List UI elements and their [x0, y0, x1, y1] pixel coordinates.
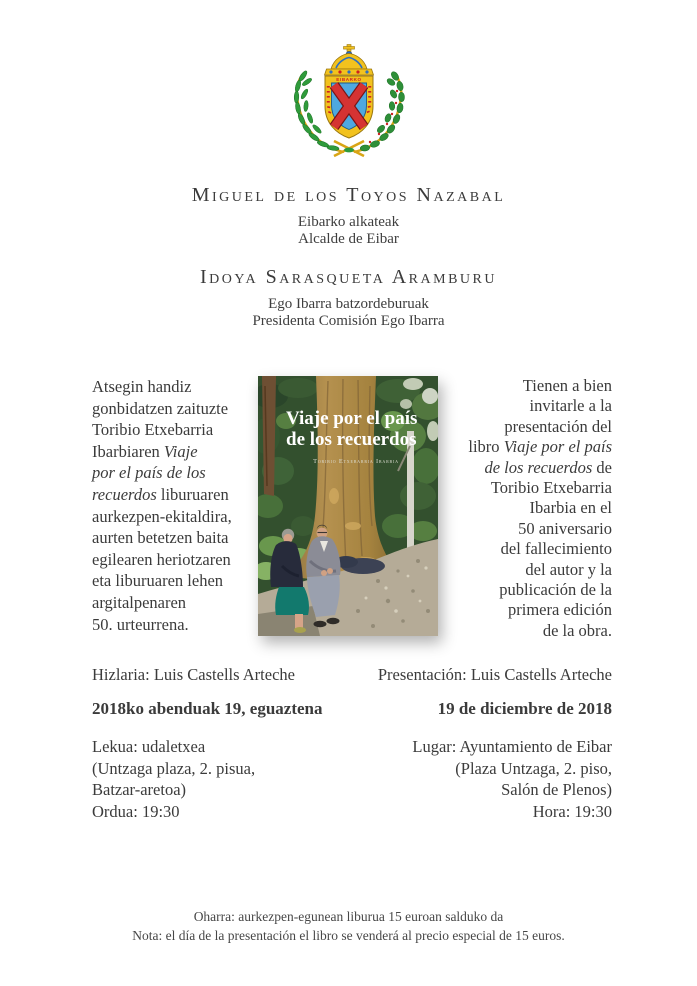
venue-basque: [92, 736, 255, 822]
invitation-line: Toribio Etxebarria: [490, 478, 612, 498]
speaker-spanish: Presentación: Luis Castells Arteche: [377, 665, 612, 685]
left-tree-trunk: [262, 376, 276, 496]
invitation-line: del autor y la: [525, 559, 612, 579]
official-role-basque: Eibarko alkateak: [297, 214, 400, 230]
footer-note-basque: Oharra: aurkezpen-egunean liburua 15 euroan salduko da: [193, 909, 504, 924]
invitation-line: aurten betetzen baita: [92, 528, 229, 548]
invitation-line: invitarle a la: [529, 396, 612, 416]
eibar-coat-of-arms: [284, 44, 414, 164]
invitation-line: de los recuerdos de: [484, 457, 612, 477]
footer-note-spanish: Nota: el día de la presentación el libro se venderá al precio especial de 15 euros.: [132, 927, 565, 943]
invitation-line: Tienen a bien: [522, 376, 612, 395]
invitation-line: eta liburuaren lehen: [92, 571, 224, 591]
invitation-line: Ibarbia en el: [529, 498, 612, 518]
invitation-line: del fallecimiento: [500, 539, 612, 559]
shield-inscription: EIBARKO: [335, 77, 362, 82]
venue-row: [92, 736, 612, 822]
shield-icon: [325, 76, 373, 138]
venue-line: Batzar-aretoa): [92, 780, 187, 800]
official-role-spanish: Alcalde de Eibar: [298, 230, 399, 247]
invitation-line: de la obra.: [542, 620, 612, 640]
official-role-basque: Ego Ibarra batzordeburuak: [268, 296, 429, 312]
invitation-line: primera edición: [508, 600, 612, 620]
invitation-line: 50 aniversario: [518, 518, 612, 538]
official-name: Miguel de los Toyos Nazabal: [191, 184, 506, 206]
book-cover-photo: [258, 376, 438, 636]
invitation-line: aurkezpen-ekitaldira,: [92, 506, 232, 526]
invitation-line: Atsegin handiz: [92, 377, 192, 396]
invitation-line: 50. urteurrena.: [92, 614, 189, 634]
venue-line: Salón de Plenos): [501, 780, 612, 800]
date-row: [92, 699, 612, 719]
coat-of-arms-icon: [284, 44, 414, 159]
invitation-line: recuerdos liburuaren: [92, 484, 229, 504]
invitation-line: egilearen heriotzaren: [92, 549, 231, 569]
official-block-president: [0, 266, 697, 329]
cover-title-line1: Viaje por el país: [286, 408, 418, 429]
book-cover: [258, 376, 438, 636]
invitation-line: publicación de la: [499, 580, 612, 600]
official-name: Idoya Sarasqueta Aramburu: [200, 266, 497, 288]
date-basque: 2018ko abenduak 19, eguaztena: [92, 699, 323, 719]
cover-title-line2: de los recuerdos: [286, 429, 417, 450]
invitation-line: por el país de los: [92, 463, 206, 483]
invitation-line: Toribio Etxebarria: [92, 420, 214, 440]
venue-line: Lekua: udaletxea: [92, 737, 206, 757]
invitation-spanish: [446, 376, 612, 641]
venue-line: (Plaza Untzaga, 2. piso,: [455, 758, 612, 778]
venue-line: Lugar: Ayuntamiento de Eibar: [412, 737, 612, 757]
speaker-row: [92, 665, 612, 685]
venue-line: Ordua: 19:30: [92, 802, 180, 822]
invitation-line: gonbidatzen zaituzte: [92, 398, 229, 418]
official-block-mayor: [0, 184, 697, 247]
invitation-basque: [92, 376, 252, 635]
venue-line: (Untzaga plaza, 2. pisua,: [92, 758, 256, 778]
invitation-body: [92, 376, 612, 641]
official-role-spanish: Presidenta Comisión Ego Ibarra: [252, 312, 445, 329]
date-spanish: 19 de diciembre de 2018: [437, 699, 612, 719]
crown-icon: [324, 45, 373, 76]
invitation-line: Ibarbiaren Viaje: [92, 441, 198, 461]
invitation-line: argitalpenaren: [92, 592, 187, 612]
footer-note: [0, 908, 697, 945]
speaker-basque: Hizlaria: Luis Castells Arteche: [92, 665, 295, 685]
invitation-line: libro Viaje por el país: [468, 437, 612, 457]
cover-author: Toribio Etxebarria Ibarbia: [313, 458, 399, 465]
venue-spanish: [412, 736, 612, 822]
invitation-line: presentación del: [504, 416, 612, 436]
venue-line: Hora: 19:30: [532, 802, 612, 822]
